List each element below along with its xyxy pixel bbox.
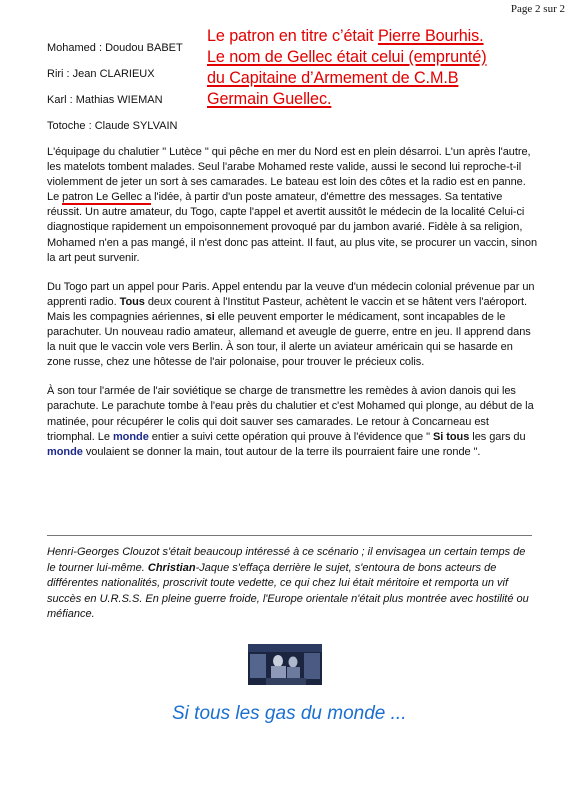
blue-bold-word: monde (112, 430, 149, 443)
cast-list (47, 41, 183, 145)
page-number: Page 2 sur 2 (510, 3, 565, 15)
film-title-caption: Si tous les gas du monde ... (172, 703, 407, 724)
bold-word: Si tous (432, 430, 470, 443)
blue-bold-word: monde (47, 445, 83, 458)
bold-word: si (205, 310, 215, 323)
movie-still-graphic (248, 644, 322, 685)
cast-item: Mohamed : Doudou BABET (47, 42, 183, 54)
bold-word: Tous (119, 295, 145, 308)
cast-item: Riri : Jean CLARIEUX (47, 68, 155, 80)
cast-item: Totoche : Claude SYLVAIN (47, 120, 178, 132)
red-underlined-text: patron Le Gellec a (62, 191, 152, 204)
annotation-line-2: Le nom de Gellec était celui (emprunté) (207, 48, 487, 66)
movie-still-image (248, 644, 322, 685)
section-divider (47, 535, 532, 536)
annotation-name-pierre-bourhis: Pierre Bourhis. (377, 27, 484, 45)
story-paragraph-1: L'équipage du chalutier " Lutèce " qui pêche en mer du Nord est en plein désarroi. L'un après l'autre, les matelots tombent malades. Seul l'arabe Mohamed reste valide, aussi le second lui reproche-t-il violemment de jeter un sort à ses camarades. Le bateau est loin des côtes et la radio est en panne. Le patron Le Gellec a l'idée, à partir d'un poste amateur, d'émettre des messages. Sa tentative réussit. Un autre amateur, du Togo, capte l'appel et avertit aussitôt le médecin de la localité Celui-ci diagnostique rapidement un empoisonnement provoqué par du jambon avarié. Fidèle à sa religion, Mohamed n'en a pas mangé, il n'est donc pas atteint. Il faut, au plus vite, se procurer un vaccin, sinon la art peut survenir. (47, 146, 538, 264)
annotation-line-4: Germain Guellec. (207, 90, 332, 108)
cast-item: Karl : Mathias WIEMAN (47, 94, 163, 106)
production-note: Henri-Georges Clouzot s'était beaucoup intéressé à ce scénario ; il envisagea un certain temps de le tourner lui-même. Christian-Jaque s'effaça derrière le sujet, s'entoura de bons acteurs de différentes nationalités, proscrivit toute vedette, ce qui chez lui était méritoire et remporta un vif succès en U.R.S.S. En pleine guerre froide, l'Europe orientale n'était plus montrée avec hostilité ou méfiance. (47, 546, 529, 620)
story-summary (47, 145, 537, 474)
red-annotation (207, 26, 557, 110)
story-paragraph-3: À son tour l'armée de l'air soviétique se charge de transmettre les remèdes à avion danois qui les parachute. Le parachute tombe à l'eau près du chalutier et c'est Mohamed qui plonge, au début de la matinée, pour récupérer le colis qui doit sauver ses camarades. Le retour à Concarneau est triomphal. Le monde entier a suivi cette opération qui prouve à l'évidence que " Si tous les gars du monde voulaient se donner la main, tout autour de la terre ils pourraient faire une ronde ". (47, 385, 534, 458)
bold-word: Christian (147, 561, 196, 574)
story-paragraph-2: Du Togo part un appel pour Paris. Appel entendu par la veuve d'un médecin colonial prévenue par un apprenti radio. Tous deux courent à l'Institut Pasteur, achètent le vaccin et se hâtent vers l'aéroport. Mais les compagnies aériennes, si elle peuvent emporter le médicament, sont incapables de le parachuter. Un nouveau radio amateur, allemand et aveugle de guerre, entre en jeu. Il apprend dans la nuit que le vaccin vole vers Berlin. À son tour, il alerte un aviateur américain qui se hasarde en zone russe, chez une hôtesse de l'air polonaise, pour trouver le précieux colis. (47, 280, 535, 369)
annotation-line-1: Le patron en titre c’était Pierre Bourhis. (207, 27, 484, 45)
annotation-line-3: du Capitaine d’Armement de C.M.B (207, 69, 459, 87)
